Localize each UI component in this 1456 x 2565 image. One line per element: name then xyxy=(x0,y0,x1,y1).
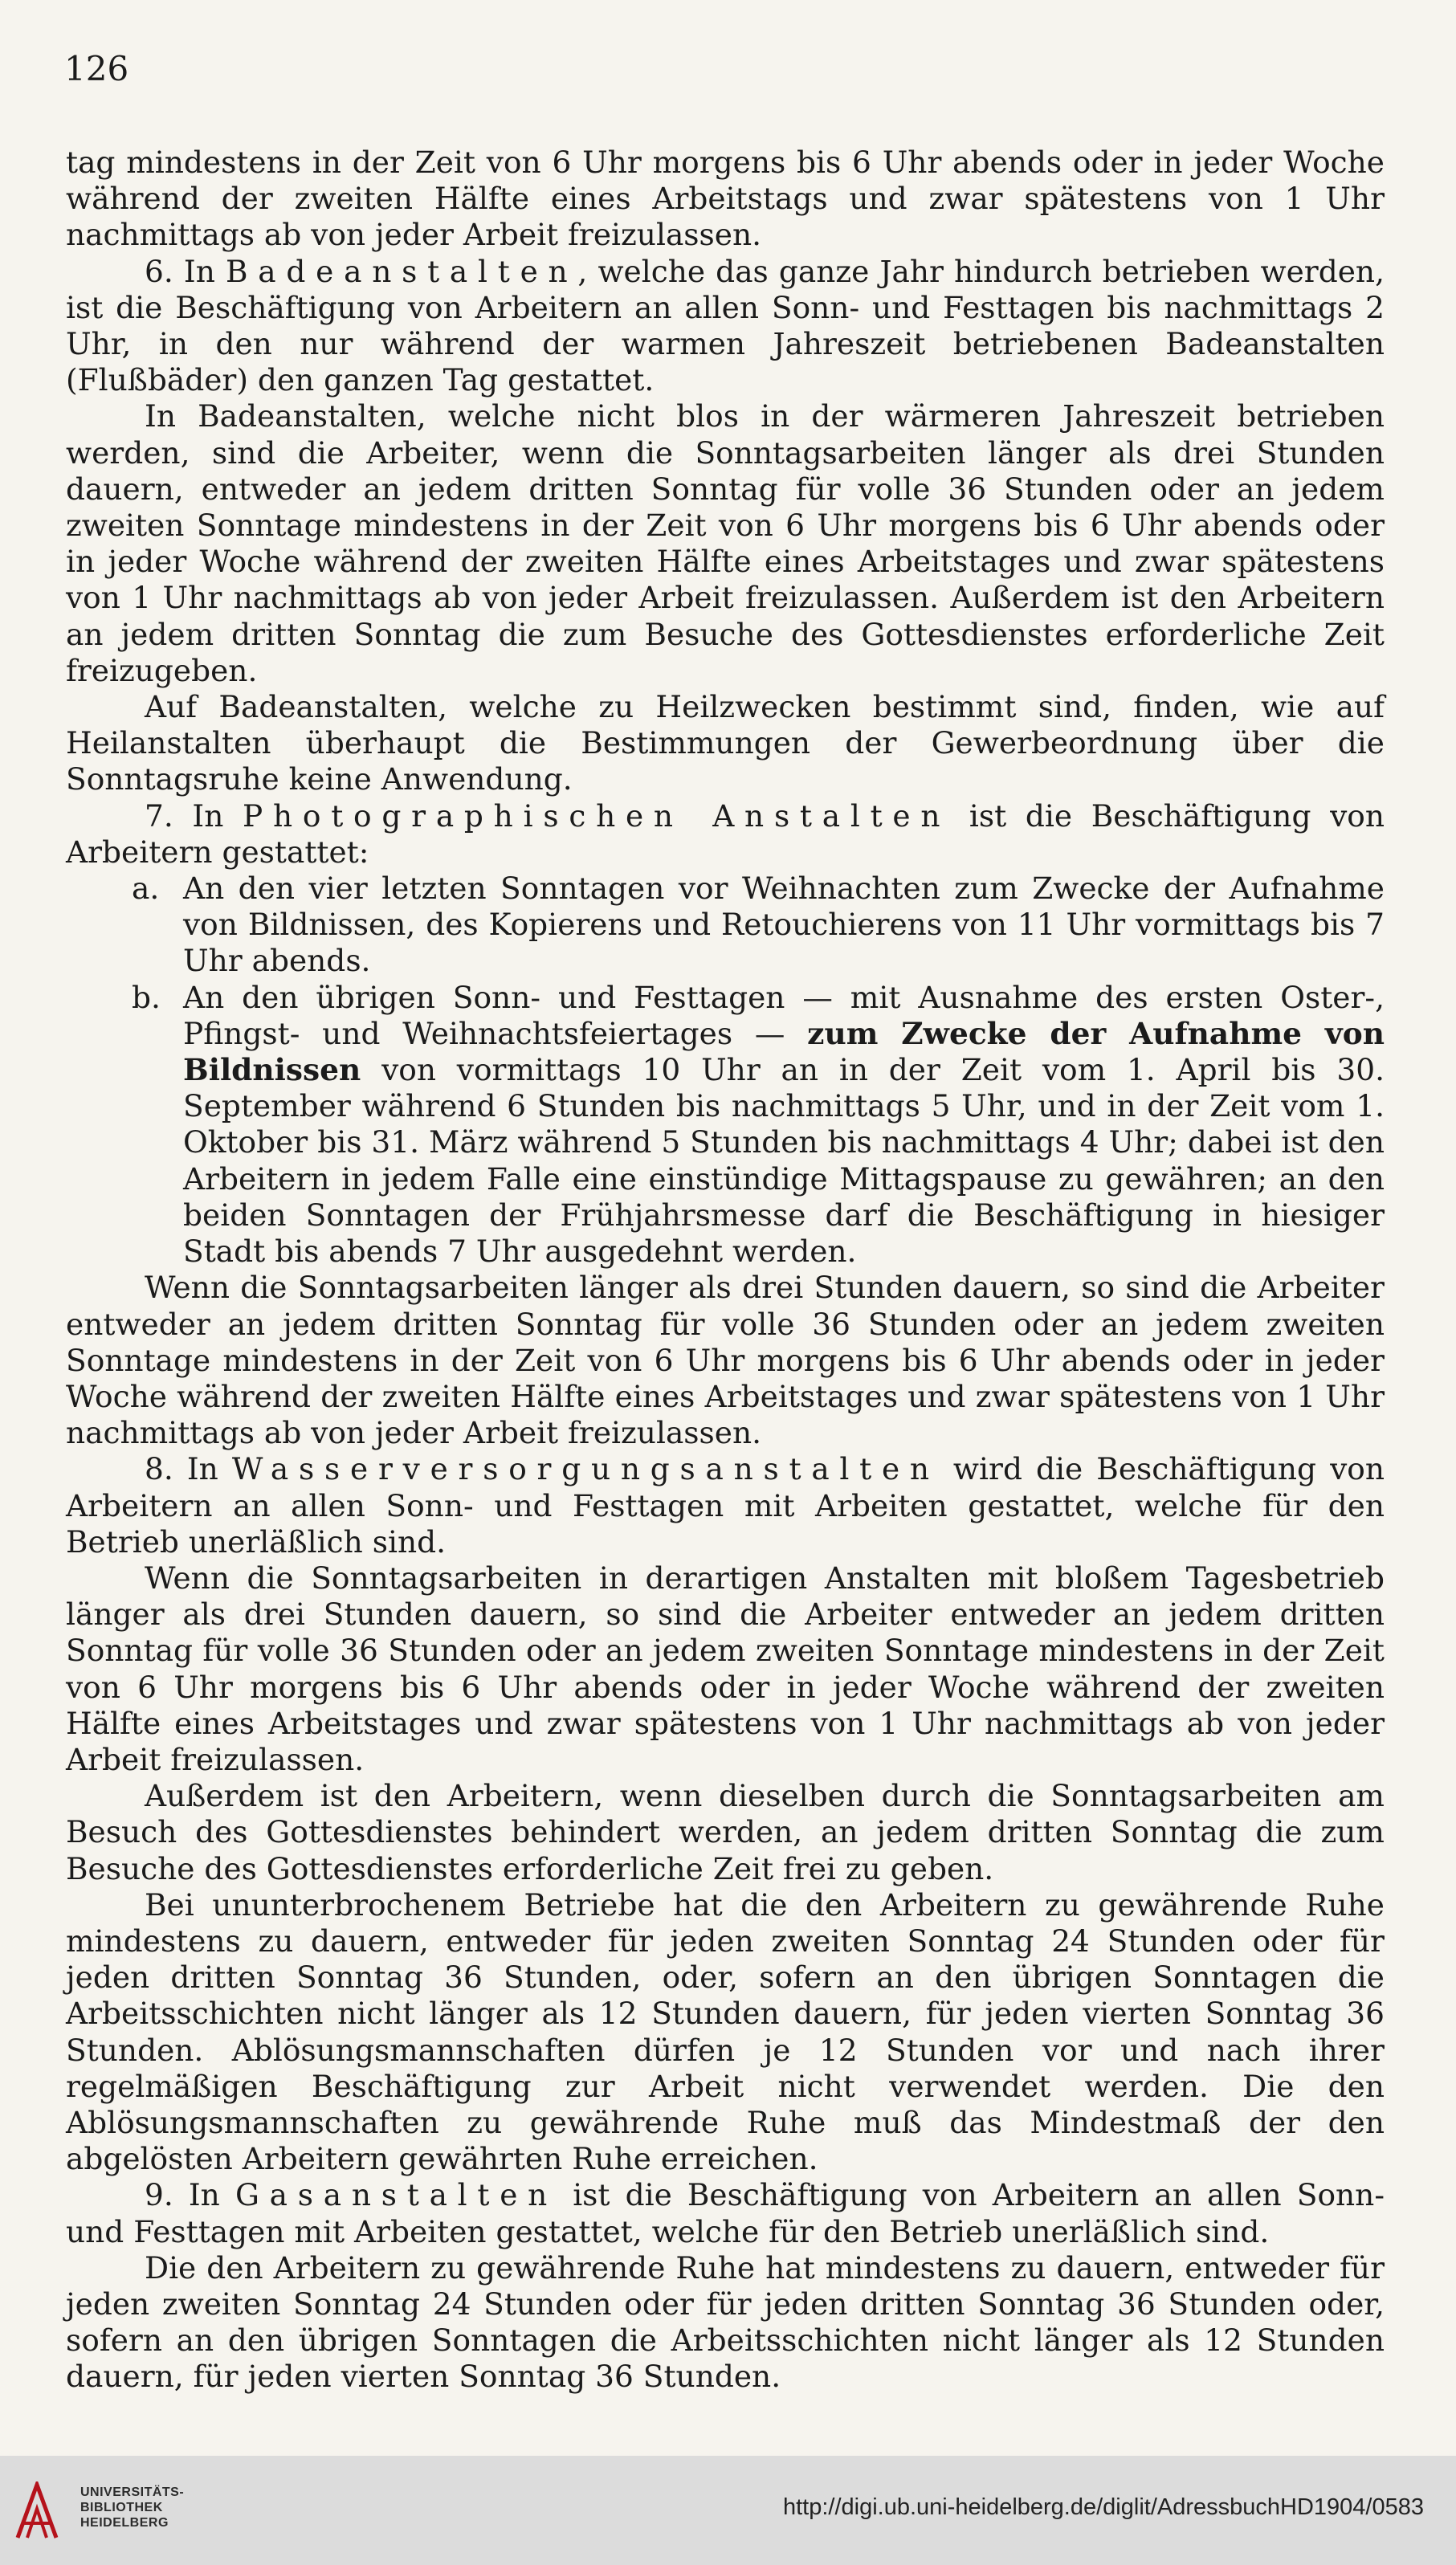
list-item-text: An den übrigen Sonn- und Festtagen — mit Ausnahme des ersten Oster-, Pfingst- und Weihnachtsfeiertages — xyxy=(183,979,1385,1051)
library-name xyxy=(80,2485,184,2530)
list-item-text: An den vier letzten Sonntagen vor Weihnachten zum Zwecke der Aufnahme von Bildnissen, des Kopierens und Retouchierens von 11 Uhr vormittags bis 7 Uhr abends. xyxy=(183,871,1385,979)
list-item-text: von vormittags 10 Uhr an in der Zeit vom 1. April bis 30. September während 6 Stunden bis nachmittags 5 Uhr, und in der Zeit vom 1. Oktober bis 31. März während 5 Stunden bis nachmittags 4 Uhr; dabei ist den Arbeitern in jedem Falle eine einstündige Mittagspause zu gewähren; an den beiden Sonntagen der Frühjahrsmesse darf die Beschäftigung in hiesiger Stadt bis abends 7 Uhr ausgedehnt werden. xyxy=(183,1052,1385,1270)
term-photographische-anstalten: Photographischen Anstalten xyxy=(243,797,951,834)
paragraph-wasserversorgung xyxy=(66,1451,1385,1560)
section-number: 8. In xyxy=(145,1451,218,1487)
paragraph-photographie xyxy=(66,798,1385,871)
paragraph-tagesbetrieb: Wenn die Sonntagsarbeiten in derartigen Anstalten mit bloßem Tagesbetrieb länger als drei Stunden dauern, so sind die Arbeiter entweder an jedem dritten Sonntag für volle 36 Stunden oder an jedem zweiten Sonntage mindestens in der Zeit von 6 Uhr morgens bis 6 Uhr abends oder in jeder Woche während der zweiten Hälfte eines Arbeitstages und zwar spätestens von 1 Uhr nachmittags ab von jeder Arbeit freizulassen. xyxy=(66,1560,1385,1777)
library-logo xyxy=(14,2475,183,2547)
page-body-text xyxy=(66,145,1385,2396)
library-name-line: UNIVERSITÄTS- xyxy=(80,2485,185,2499)
list-marker: b. xyxy=(132,979,161,1015)
page-number: 126 xyxy=(64,49,129,88)
photography-item-list xyxy=(66,871,1385,1270)
bold-emphasis: zum Zwecke der Aufnahme von Bildnissen xyxy=(183,1015,1385,1088)
paragraph-text: , welche das ganze Jahr hindurch betrieben werden, ist die Beschäftigung von Arbeitern an allen Sonn- und Festtagen bis nachmittags 2 Uhr, in den nur während der warmen Jahreszeit betriebenen Badeanstalten (Flußbäder) den ganzen Tag gestattet. xyxy=(66,253,1385,398)
library-name-line: HEIDELBERG xyxy=(80,2516,169,2530)
term-gasanstalten: Gasanstalten xyxy=(235,2177,558,2213)
list-marker: a. xyxy=(132,871,160,907)
paragraph-ununterbrochener-betrieb: Bei ununterbrochenem Betriebe hat die den Arbeitern zu gewährende Ruhe mindestens zu dauern, entweder für jeden zweiten Sonntag 24 Stunden oder für jeden dritten Sonntag 36 Stunden, oder, sofern an den übrigen Sonntagen die Arbeitsschichten nicht länger als 12 Stunden dauern, für jeden vierten Sonntag 36 Stunden. Ablösungsmannschaften dürfen je 12 Stunden vor und nach ihrer regelmäßigen Beschäftigung zur Arbeit nicht verwendet werden. Die den Ablösungsmannschaften zu gewährende Ruhe muß das Mindestmaß der den abgelösten Arbeitern gewährten Ruhe erreichen. xyxy=(66,1886,1385,2177)
section-number: 6. In xyxy=(145,253,215,289)
source-url[interactable]: http://digi.ub.uni-heidelberg.de/diglit/AdressbuchHD1904/0583 xyxy=(782,2494,1424,2520)
paragraph-text: ist die Beschäftigung von Arbeitern gestattet: xyxy=(66,797,1385,870)
term-badeanstalten: Badeanstalten xyxy=(225,253,578,289)
section-number: 7. In xyxy=(145,797,224,834)
paragraph-gottesdienst: Außerdem ist den Arbeitern, wenn dieselben durch die Sonntagsarbeiten am Besuch des Gottesdienstes behindert werden, an jedem dritten Sonntag die zum Besuche des Gottesdienstes erforderliche Zeit frei zu geben. xyxy=(66,1778,1385,1886)
paragraph-text: wird die Beschäftigung von Arbeitern an allen Sonn- und Festtagen mit Arbeiten gestattet, welche für den Betrieb unerläßlich sind. xyxy=(66,1451,1385,1560)
digitization-footer xyxy=(0,2456,1456,2565)
paragraph-badeanstalten-rest: In Badeanstalten, welche nicht blos in der wärmeren Jahreszeit betrieben werden, sind die Arbeiter, wenn die Sonntagsarbeiten länger als drei Stunden dauern, entweder an jedem dritten Sonntag für volle 36 Stunden oder an jedem zweiten Sonntage mindestens in der Zeit von 6 Uhr morgens bis 6 Uhr abends oder in jeder Woche während der zweiten Hälfte eines Arbeitstages und zwar spätestens von 1 Uhr nachmittags ab von jeder Arbeit freizulassen. Außerdem ist den Arbeitern an jedem dritten Sonntag die zum Besuche des Gottesdienstes erforderliche Zeit freizugeben. xyxy=(66,398,1385,688)
library-name-line: BIBLIOTHEK xyxy=(80,2501,163,2514)
paragraph-heilzwecke: Auf Badeanstalten, welche zu Heilzwecken bestimmt sind, finden, wie auf Heilanstalten überhaupt die Bestimmungen der Gewerbeordnung über die Sonntagsruhe keine Anwendung. xyxy=(66,689,1385,797)
term-wasserversorgungsanstalten: Wasserversorgungsanstalten xyxy=(231,1451,940,1487)
section-number: 9. In xyxy=(145,2177,220,2213)
paragraph-continuation: tag mindestens in der Zeit von 6 Uhr morgens bis 6 Uhr abends oder in jeder Woche während der zweiten Hälfte eines Arbeitstags und zwar spätestens von 1 Uhr nachmittags ab von jeder Arbeit freizulassen. xyxy=(66,145,1385,253)
paragraph-ruhezeit: Die den Arbeitern zu gewährende Ruhe hat mindestens zu dauern, entweder für jeden zweiten Sonntag 24 Stunden oder für jeden dritten Sonntag 36 Stunden oder, sofern an den übrigen Sonntagen die Arbeitsschichten nicht länger als 12 Stunden dauern, für jeden vierten Sonntag 36 Stunden. xyxy=(66,2249,1385,2395)
library-seal-icon xyxy=(14,2481,61,2539)
paragraph-sonntagsarbeiten: Wenn die Sonntagsarbeiten länger als drei Stunden dauern, so sind die Arbeiter entweder an jedem dritten Sonntag für volle 36 Stunden oder an jedem zweiten Sonntage mindestens in der Zeit von 6 Uhr morgens bis 6 Uhr abends oder in jeder Woche während der zweiten Hälfte eines Arbeitstages und zwar spätestens von 1 Uhr nachmittags ab von jeder Arbeit freizulassen. xyxy=(66,1270,1385,1451)
paragraph-gasanstalten xyxy=(66,2177,1385,2249)
list-item-b xyxy=(66,980,1385,1270)
paragraph-badeanstalten xyxy=(66,254,1385,399)
paragraph-text: ist die Beschäftigung von Arbeitern an allen Sonn- und Festtagen mit Arbeiten gestattet, welche für den Betrieb unerläßlich sind. xyxy=(66,2177,1385,2249)
list-item-a xyxy=(66,871,1385,980)
